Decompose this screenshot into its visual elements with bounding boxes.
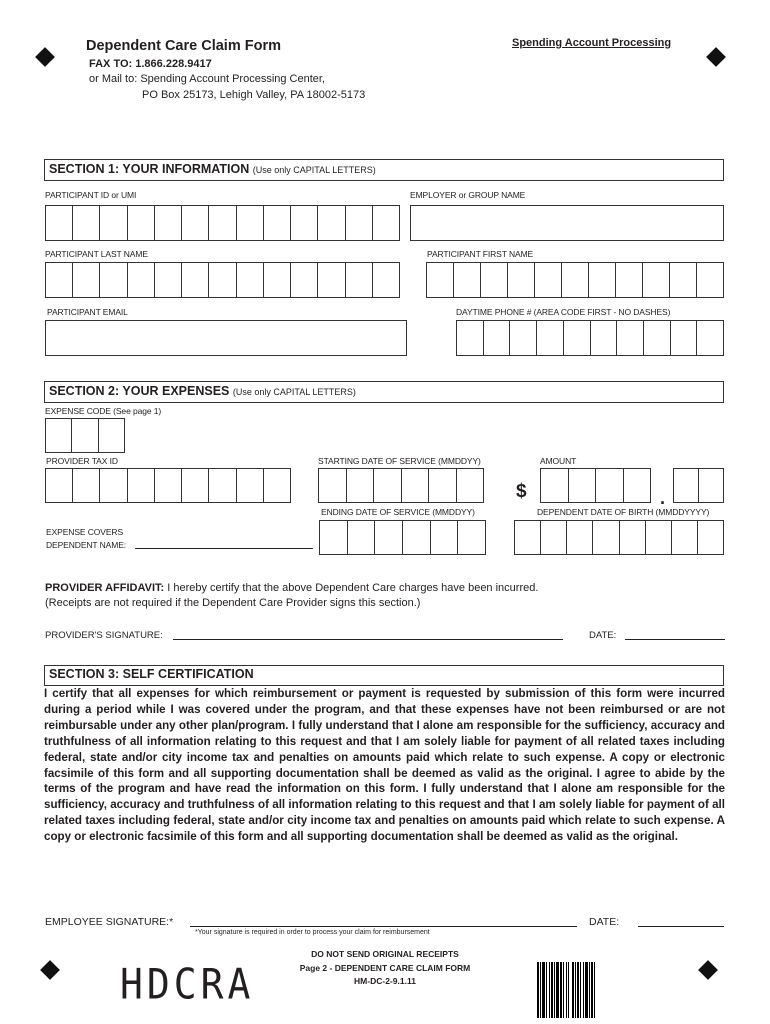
amount-cents-input[interactable]	[673, 468, 724, 503]
employee-signature-label: EMPLOYEE SIGNATURE:*	[45, 916, 174, 928]
registration-diamond-icon	[706, 47, 726, 67]
dollar-sign: $	[516, 481, 527, 502]
expense-code-input[interactable]	[45, 418, 125, 453]
affidavit-text: I hereby certify that the above Dependent Care charges have been incurred.	[164, 582, 539, 594]
email-label: PARTICIPANT EMAIL	[47, 307, 128, 317]
participant-id-label: PARTICIPANT ID or UMI	[45, 190, 137, 200]
section3-header	[44, 665, 724, 686]
section2-title: SECTION 2: YOUR EXPENSES	[49, 384, 230, 398]
participant-id-input[interactable]	[45, 205, 400, 241]
last-name-input[interactable]	[45, 262, 400, 298]
self-certification-text: I certify that all expenses for which reimbursement or payment is requested by submission of this form were incurred during a period while I was covered under the program, and that these expenses have not been reimbursed or are not reimbursable under any other plan/program. I fully understand that I alone am responsible for the sufficiency, accuracy and truthfulness of all information relating to this request and that I am solely liable for payment of all related taxes including federal, state and/or city income tax and penalties on amounts paid which relate to such expense. A copy or electronic facsimile of this form and all supporting documentation shall be deemed as valid as the original. I agree to abide by the terms of the program and have read the information on this form. I fully understand that I alone am responsible for the sufficiency, accuracy and truthfulness of all information relating to this request and that I am solely liable for payment of all related taxes including federal, state and/or city income tax and penalties on amounts paid which relate to such expense. A copy or electronic facsimile of this form and all supporting documentation shall be deemed as valid as the original.	[44, 687, 725, 844]
footer-page-label: Page 2 - DEPENDENT CARE CLAIM FORM	[299, 962, 471, 973]
section3-title: SECTION 3: SELF CERTIFICATION	[49, 667, 254, 681]
section1-title: SECTION 1: YOUR INFORMATION	[49, 162, 250, 176]
last-name-label: PARTICIPANT LAST NAME	[45, 249, 148, 259]
provider-tax-id-input[interactable]	[45, 468, 291, 503]
dependent-name-input[interactable]	[135, 548, 313, 549]
provider-affidavit	[45, 582, 538, 594]
phone-input[interactable]	[456, 320, 724, 356]
registration-diamond-icon	[35, 47, 55, 67]
start-date-label: STARTING DATE OF SERVICE (MMDDYY)	[318, 456, 481, 466]
mail-address-line1: or Mail to: Spending Account Processing Center,	[89, 73, 326, 85]
dependent-name-label: DEPENDENT NAME:	[46, 540, 127, 550]
first-name-input[interactable]	[426, 262, 724, 298]
affidavit-label: PROVIDER AFFIDAVIT:	[45, 582, 165, 594]
provider-tax-id-label: PROVIDER TAX ID	[46, 456, 118, 466]
section1-note: (Use only CAPITAL LETTERS)	[252, 165, 376, 175]
mail-address-line2: PO Box 25173, Lehigh Valley, PA 18002-5173	[142, 89, 366, 101]
end-date-input[interactable]	[319, 520, 486, 555]
registration-diamond-icon	[40, 960, 60, 980]
provider-date-label: DATE:	[589, 630, 617, 641]
dependent-dob-input[interactable]	[514, 520, 724, 555]
expense-code-label: EXPENSE CODE (See page 1)	[45, 406, 162, 416]
provider-signature-input[interactable]	[173, 639, 563, 640]
first-name-label: PARTICIPANT FIRST NAME	[427, 249, 534, 259]
footer-text	[240, 948, 530, 989]
employer-input[interactable]	[410, 205, 724, 241]
hdcra-logo: HDCRA	[120, 959, 255, 1009]
signature-note: *Your signature is required in order to process your claim for reimbursement	[195, 929, 430, 936]
employer-label: EMPLOYER or GROUP NAME	[410, 190, 526, 200]
form-title: Dependent Care Claim Form	[86, 38, 281, 54]
amount-label: AMOUNT	[540, 456, 577, 466]
end-date-label: ENDING DATE OF SERVICE (MMDDYY)	[321, 507, 475, 517]
barcode-bar	[595, 962, 597, 1018]
employee-signature-input[interactable]	[190, 926, 577, 927]
provider-signature-label: PROVIDER'S SIGNATURE:	[45, 630, 163, 641]
employee-date-label: DATE:	[589, 916, 620, 928]
section2-header	[44, 381, 724, 403]
start-date-input[interactable]	[318, 468, 484, 503]
employee-date-input[interactable]	[638, 926, 724, 927]
expense-covers-label: EXPENSE COVERS	[46, 527, 124, 537]
email-input[interactable]	[45, 320, 407, 356]
amount-dollars-input[interactable]	[540, 468, 651, 503]
affidavit-note: (Receipts are not required if the Dependent Care Provider signs this section.)	[45, 597, 421, 609]
dob-label: DEPENDENT DATE OF BIRTH (MMDDYYYY)	[537, 507, 710, 517]
decimal-point: .	[660, 488, 666, 508]
footer-form-code: HM-DC-2-9.1.11	[354, 976, 416, 986]
registration-diamond-icon	[698, 960, 718, 980]
fax-number: FAX TO: 1.866.228.9417	[89, 58, 212, 70]
footer-warning: DO NOT SEND ORIGINAL RECEIPTS	[311, 949, 459, 959]
section2-note: (Use only CAPITAL LETTERS)	[232, 387, 356, 397]
barcode	[537, 962, 613, 1018]
provider-date-input[interactable]	[625, 639, 725, 640]
phone-label: DAYTIME PHONE # (AREA CODE FIRST - NO DASHES)	[456, 307, 671, 317]
brand-name: Spending Account Processing	[512, 37, 672, 49]
section1-header	[44, 159, 724, 181]
